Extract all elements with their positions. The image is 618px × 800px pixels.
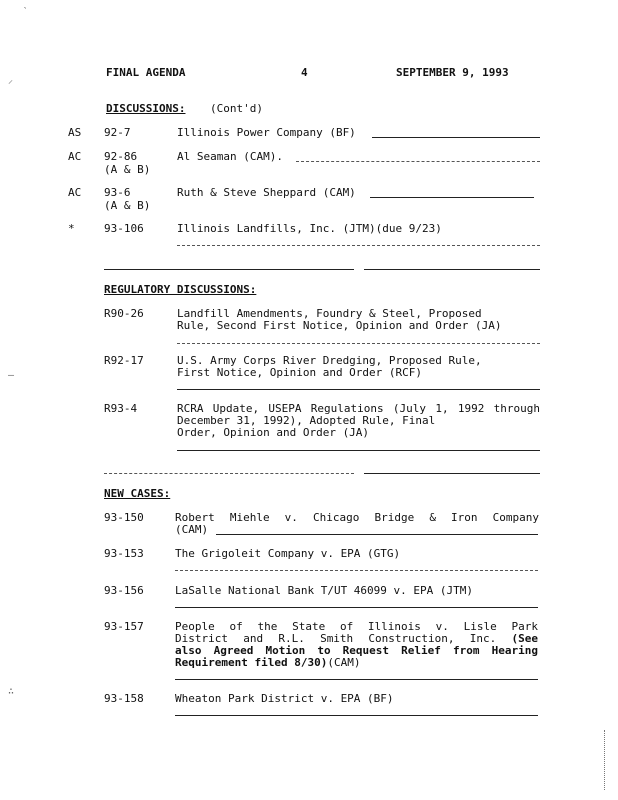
item-text	[177, 355, 540, 379]
item-text	[175, 512, 539, 524]
item-line-bold: also Agreed Motion to Request Relief from Hearing	[175, 644, 538, 657]
item-number: 93-157	[104, 620, 144, 633]
item-number: 93-156	[104, 584, 144, 597]
signature-line	[175, 715, 538, 716]
discussions-heading: DISCUSSIONS:	[106, 102, 186, 115]
item-title: Illinois Power Company (BF)	[177, 126, 356, 139]
item-line: First Notice, Opinion and Order (RCF)	[177, 366, 423, 379]
item-title: The Grigoleit Company v. EPA (GTG)	[175, 547, 401, 560]
item-title: Al Seaman (CAM).	[177, 150, 283, 163]
item-line: through December 31, 1992), Adopted Rule, Final	[177, 402, 540, 427]
section-divider	[364, 473, 540, 474]
item-code: *	[68, 222, 75, 235]
item-line: (CAM)	[175, 523, 209, 536]
item-line: People of the State of Illinois v. Lisle Park	[175, 620, 538, 633]
item-number: 92-86	[104, 150, 138, 163]
discussions-heading-suffix: (Cont'd)	[210, 102, 263, 115]
item-line: District and R.L. Smith Construction, Inc.	[175, 632, 497, 645]
signature-line	[175, 679, 538, 680]
item-code: AC	[68, 150, 82, 163]
item-line: Order, Opinion and Order (JA)	[177, 426, 370, 439]
item-number: R90-26	[104, 307, 144, 320]
scan-mark: ⸝	[8, 75, 13, 86]
item-text	[175, 621, 538, 669]
page-number: 4	[301, 66, 308, 79]
item-number: 92-7	[104, 126, 131, 139]
signature-line	[372, 137, 540, 138]
item-number: 93-153	[104, 547, 144, 560]
item-line-bold: Requirement filed 8/30)	[175, 656, 328, 669]
item-line: U.S. Army Corps River Dredging, Proposed Rule,	[177, 354, 482, 367]
item-number: 93-150	[104, 511, 144, 524]
signature-line	[216, 534, 538, 535]
signature-line	[175, 607, 538, 608]
section-divider	[364, 269, 540, 270]
item-number: 93-6	[104, 186, 131, 199]
item-title: Illinois Landfills, Inc. (JTM)(due 9/23)	[177, 222, 442, 235]
signature-line	[296, 161, 540, 162]
item-number: R92-17	[104, 354, 144, 367]
agenda-date: SEPTEMBER 9, 1993	[396, 66, 509, 79]
item-subnumber: (A & B)	[104, 199, 151, 212]
scan-mark: ‵	[22, 6, 29, 17]
item-title: Ruth & Steve Sheppard (CAM)	[177, 186, 356, 199]
item-title: LaSalle National Bank T/UT 46099 v. EPA (JTM)	[175, 584, 474, 597]
section-divider	[104, 269, 354, 270]
item-code: AS	[68, 126, 82, 139]
item-text	[177, 403, 540, 439]
signature-line	[175, 570, 538, 571]
signature-line	[177, 245, 540, 246]
regulatory-heading: REGULATORY DISCUSSIONS:	[104, 283, 257, 296]
scan-mark	[604, 730, 606, 790]
item-line: RCRA Update, USEPA Regulations (July 1, 1992	[177, 402, 485, 415]
signature-line	[177, 389, 540, 390]
new-cases-heading: NEW CASES:	[104, 487, 171, 500]
item-line-bold: (See	[511, 632, 538, 645]
item-subnumber: (A & B)	[104, 163, 151, 176]
section-divider	[104, 473, 354, 474]
item-line: Rule, Second First Notice, Opinion and Order (JA)	[177, 319, 502, 332]
agenda-title: FINAL AGENDA	[106, 66, 186, 79]
item-line: Landfill Amendments, Foundry & Steel, Proposed	[177, 307, 482, 320]
item-number: 93-158	[104, 692, 144, 705]
signature-line	[370, 197, 534, 198]
signature-line	[177, 343, 540, 344]
item-code: AC	[68, 186, 82, 199]
item-number: 93-106	[104, 222, 144, 235]
scan-mark: ∴	[8, 686, 15, 697]
signature-line	[177, 450, 540, 451]
item-text	[177, 308, 540, 332]
item-line: (CAM)	[327, 656, 361, 669]
item-title: Wheaton Park District v. EPA (BF)	[175, 692, 394, 705]
scan-mark: –	[8, 370, 15, 381]
item-number: R93-4	[104, 402, 138, 415]
item-line: Robert Miehle v. Chicago Bridge & Iron Company	[175, 511, 539, 524]
